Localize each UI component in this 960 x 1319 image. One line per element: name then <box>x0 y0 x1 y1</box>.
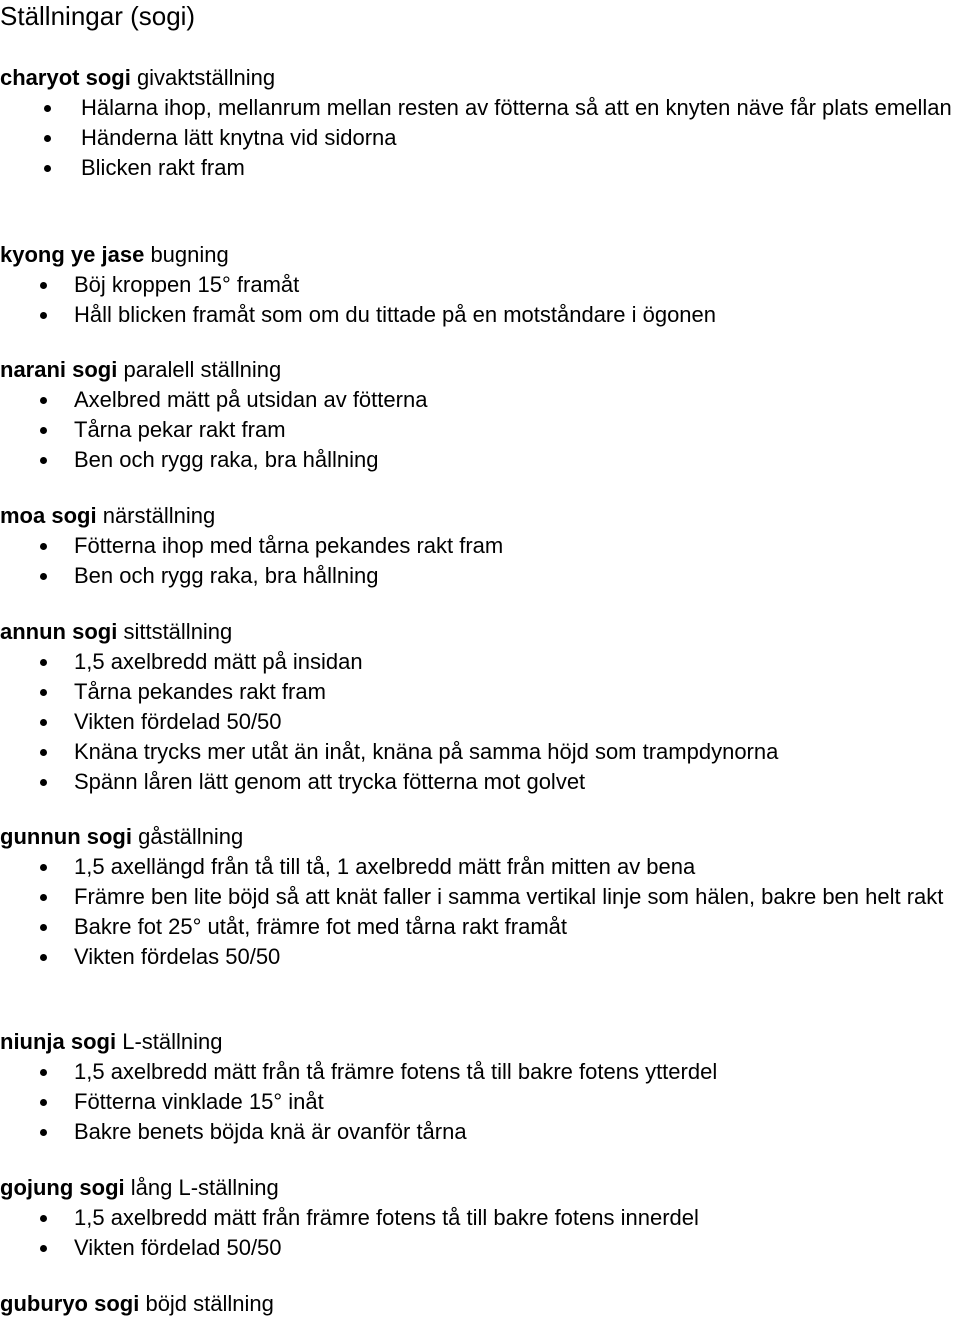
list-item: Blicken rakt fram <box>0 153 960 183</box>
list-item: Vikten fördelad 50/50 <box>0 707 960 737</box>
section-heading <box>0 822 960 852</box>
bullet-list <box>0 647 960 797</box>
list-item: 1,5 axellängd från tå till tå, 1 axelbredd mätt från mitten av bena <box>0 852 960 882</box>
list-item: Ben och rygg raka, bra hållning <box>0 561 960 591</box>
list-item: Håll blicken framåt som om du tittade på en motståndare i ögonen <box>0 300 960 330</box>
list-item: Ben och rygg raka, bra hållning <box>0 445 960 475</box>
bullet-list <box>0 531 960 591</box>
section-heading <box>0 63 960 93</box>
stance-description: givaktställning <box>136 65 276 90</box>
section-annun-sogi <box>0 617 960 797</box>
stance-description: paralell ställning <box>123 357 282 382</box>
stance-description: lång L-ställning <box>130 1175 279 1200</box>
section-moa-sogi <box>0 501 960 591</box>
list-item: Axelbred mätt på utsidan av fötterna <box>0 385 960 415</box>
bullet-list <box>0 1057 960 1147</box>
section-heading <box>0 501 960 531</box>
list-item: Böj kroppen 15° framåt <box>0 270 960 300</box>
stance-name: guburyo sogi <box>0 1291 140 1316</box>
list-item: Hälarna ihop, mellanrum mellan resten av fötterna så att en knyten näve får plats emellan <box>0 93 960 123</box>
section-heading <box>0 355 960 385</box>
bullet-list <box>0 852 960 972</box>
section-heading <box>0 617 960 647</box>
list-item: 1,5 axelbredd mätt från främre fotens tå till bakre fotens innerdel <box>0 1203 960 1233</box>
section-heading <box>0 1289 960 1319</box>
section-gojung-sogi <box>0 1173 960 1263</box>
stance-name: niunja sogi <box>0 1029 117 1054</box>
list-item: 1,5 axelbredd mätt på insidan <box>0 647 960 677</box>
list-item: Knäna trycks mer utåt än inåt, knäna på samma höjd som trampdynorna <box>0 737 960 767</box>
page-title: Ställningar (sogi) <box>0 1 196 31</box>
bullet-list <box>0 385 960 475</box>
section-kyong-ye-jase <box>0 240 960 330</box>
list-item: 1,5 axelbredd mätt från tå främre fotens tå till bakre fotens ytterdel <box>0 1057 960 1087</box>
bullet-list <box>0 1203 960 1263</box>
section-heading <box>0 240 960 270</box>
bullet-list <box>0 93 960 183</box>
list-item: Bakre fot 25° utåt, främre fot med tårna rakt framåt <box>0 912 960 942</box>
list-item: Fötterna vinklade 15° inåt <box>0 1087 960 1117</box>
stance-description: närställning <box>102 503 216 528</box>
stance-description: L-ställning <box>122 1029 223 1054</box>
stance-name: kyong ye jase <box>0 242 145 267</box>
list-item: Händerna lätt knytna vid sidorna <box>0 123 960 153</box>
section-niunja-sogi <box>0 1027 960 1147</box>
stance-name: charyot sogi <box>0 65 131 90</box>
stance-name: gunnun sogi <box>0 824 132 849</box>
list-item: Främre ben lite böjd så att knät faller i samma vertikal linje som hälen, bakre ben helt rakt <box>0 882 960 912</box>
section-heading <box>0 1027 960 1057</box>
section-guburyo-sogi <box>0 1289 960 1319</box>
stance-name: annun sogi <box>0 619 118 644</box>
stance-description: sittställning <box>123 619 233 644</box>
section-gunnun-sogi <box>0 822 960 972</box>
stance-name: gojung sogi <box>0 1175 125 1200</box>
stance-name: moa sogi <box>0 503 97 528</box>
list-item: Spänn låren lätt genom att trycka fötterna mot golvet <box>0 767 960 797</box>
list-item: Vikten fördelad 50/50 <box>0 1233 960 1263</box>
bullet-list <box>0 270 960 330</box>
list-item: Vikten fördelas 50/50 <box>0 942 960 972</box>
stance-description: gåställning <box>138 824 244 849</box>
list-item: Tårna pekandes rakt fram <box>0 677 960 707</box>
stance-description: böjd ställning <box>145 1291 274 1316</box>
section-heading <box>0 1173 960 1203</box>
list-item: Tårna pekar rakt fram <box>0 415 960 445</box>
section-narani-sogi <box>0 355 960 475</box>
list-item: Fötterna ihop med tårna pekandes rakt fram <box>0 531 960 561</box>
section-charyot-sogi <box>0 63 960 183</box>
stance-description: bugning <box>150 242 229 267</box>
list-item: Bakre benets böjda knä är ovanför tårna <box>0 1117 960 1147</box>
stance-name: narani sogi <box>0 357 118 382</box>
